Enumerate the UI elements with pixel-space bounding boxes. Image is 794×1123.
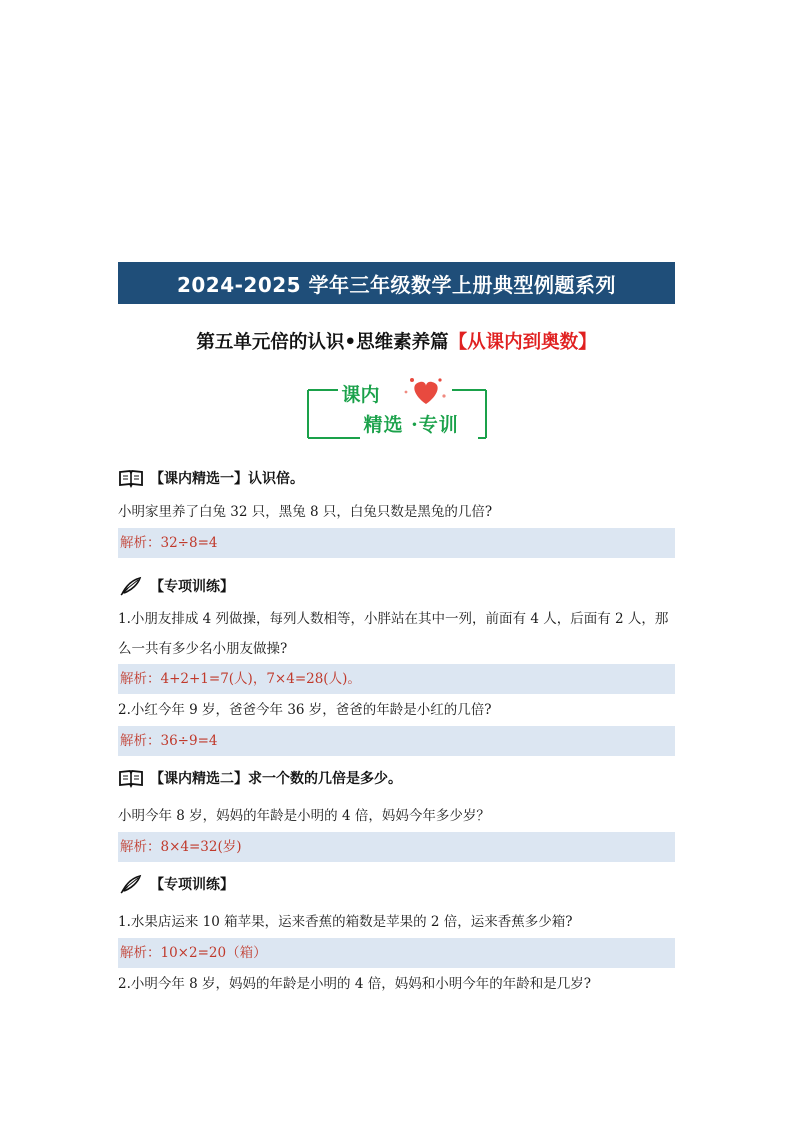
answer-text: 解析：32÷8=4 xyxy=(118,528,675,558)
section-heading-text: 【专项训练】 xyxy=(150,877,234,893)
section-heading-text: 【课内精选二】求一个数的几倍是多少。 xyxy=(150,771,402,787)
quill-pen-icon xyxy=(118,874,144,894)
section-heading-text: 【课内精选一】认识倍。 xyxy=(150,471,304,487)
question-text: 1.小朋友排成 4 列做操，每列人数相等，小胖站在其中一列，前面有 4 人，后面有 2 人，那么一共有多少名小朋友做操? xyxy=(118,611,669,657)
question-text: 2.小红今年 9 岁，爸爸今年 36 岁，爸爸的年龄是小红的几倍? xyxy=(118,702,492,718)
open-book-icon xyxy=(118,768,144,788)
question-text: 1.水果店运来 10 箱苹果，运来香蕉的箱数是苹果的 2 倍，运来香蕉多少箱? xyxy=(118,914,573,930)
question-text: 2.小明今年 8 岁，妈妈的年龄是小明的 4 倍，妈妈和小明今年的年龄和是几岁? xyxy=(118,976,591,992)
question-text: 小明今年 8 岁，妈妈的年龄是小明的 4 倍，妈妈今年多少岁？ xyxy=(118,808,490,824)
subtitle-main: 第五单元倍的认识•思维素养篇 xyxy=(196,332,449,353)
answer-text: 解析：8×4=32(岁) xyxy=(118,832,675,862)
badge-wrap xyxy=(118,376,675,448)
subtitle-highlight: 【从课内到奥数】 xyxy=(448,332,597,353)
document-page xyxy=(118,262,675,1000)
section-heading-text: 【专项训练】 xyxy=(150,579,234,595)
answer-text: 解析：36÷9=4 xyxy=(118,726,675,756)
section-heading xyxy=(118,466,675,490)
heart-icon xyxy=(404,378,445,404)
question-text: 小明家里养了白兔 32 只，黑兔 8 只，白兔只数是黑兔的几倍? xyxy=(118,504,493,520)
badge-top-text: 课内 xyxy=(341,384,380,406)
section-heading xyxy=(118,574,675,598)
title-banner xyxy=(118,262,675,304)
answer-text: 解析：4+2+1=7(人)，7×4=28(人)。 xyxy=(118,664,675,694)
quill-pen-icon xyxy=(118,576,144,596)
page-title: 2024-2025 学年三年级数学上册典型例题系列 xyxy=(176,272,617,297)
subtitle xyxy=(118,328,675,354)
section-heading xyxy=(118,872,675,896)
section-heading xyxy=(118,766,675,790)
selection-badge xyxy=(302,376,492,448)
answer-text: 解析：10×2=20（箱） xyxy=(118,938,675,968)
open-book-icon xyxy=(118,468,144,488)
badge-bottom-text: 精选 ·专训 xyxy=(363,414,459,436)
